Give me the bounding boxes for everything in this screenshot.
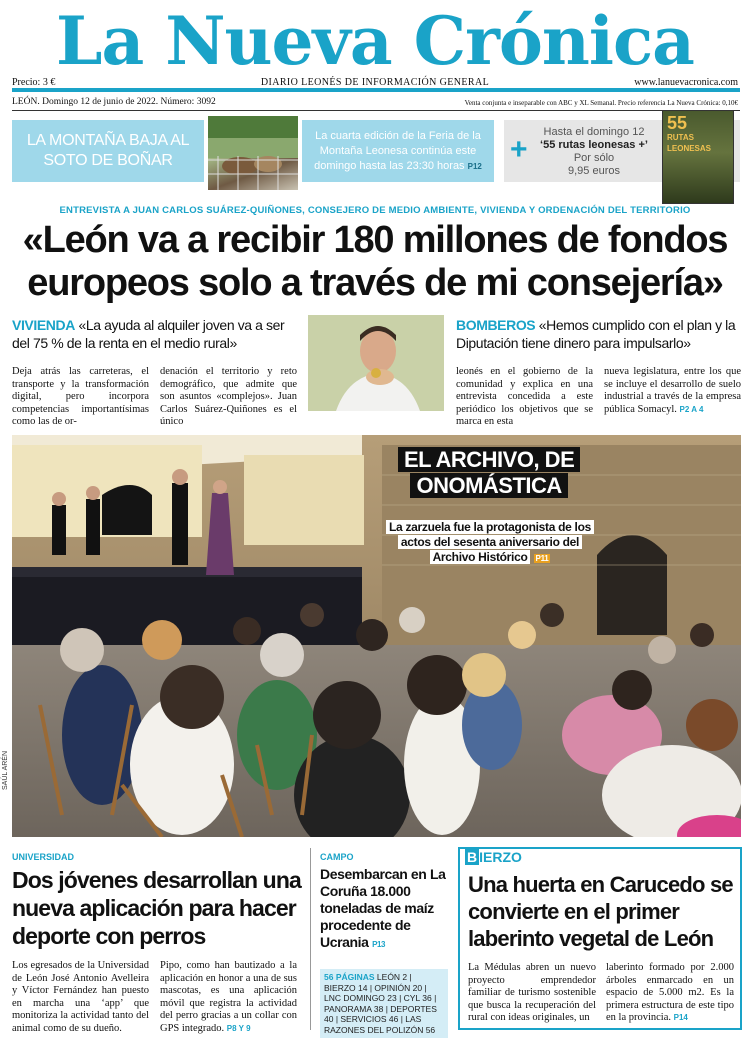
interview-text-col1: Deja atrás las carreteras, el transporte y la transformación digital, pero incorpora competencias importantísimas como las de or- — [12, 366, 149, 428]
subhead-label: BOMBEROS — [456, 317, 536, 333]
dateline: LEÓN. Domingo 12 de junio de 2022. Número: 3092 — [12, 97, 216, 107]
promo-book-text — [532, 126, 656, 178]
photo-title-line2: ONOMÁSTICA — [410, 473, 567, 498]
interview-text-col2: denación el territorio y reto demográfico, que admite que son asuntos «complejos». Juan Carlos Suárez-Quiñones es el único — [160, 366, 297, 428]
photo-caption-text: La zarzuela fue la protagonista de los actos del sesenta aniversario del Archivo Histórico — [386, 520, 594, 564]
bierzo-text-col1: La Médulas abren un nuevo proyecto emprendedor familiar de turismo sostenible que busca la recuperación del rural con ideas originales, un — [468, 962, 596, 1024]
photo-title-line1: EL ARCHIVO, DE — [398, 447, 580, 472]
promo-book-price: 9,95 euros — [568, 165, 620, 177]
interview-text: nueva legislatura, entre los que se incluye el desarrollo de suelo industrial a través de la empresa pública Somacyl. — [604, 366, 741, 415]
bierzo-text: laberinto formado por 2.000 árboles enmarcado en un espacio de 5.000 m2. Es la primera estructura de este tipo en la provincia. — [606, 962, 734, 1024]
masthead — [0, 0, 750, 92]
column-divider — [310, 848, 311, 1030]
headline-bierzo[interactable]: Una huerta en Carucedo se convierte en el primer laberinto vegetal de León — [468, 872, 733, 951]
newspaper-logo[interactable]: La Nueva Crónica — [56, 2, 694, 80]
index-items: LEÓN 2 | BIERZO 14 | OPINIÓN 20 | LNC DOMINGO 23 | CYL 36 | PANORAMA 38 | DEPORTES 40 | SERVICIOS 46 | LAS RAZONES DEL POLIZÓN 56 — [324, 972, 437, 1035]
section-initial: B — [467, 849, 478, 865]
subhead-quote: «Hemos cumplido con el plan y la Diputación tiene dinero para impulsarlo» — [456, 317, 736, 351]
headline-universidad[interactable]: Dos jóvenes desarrollan una nueva aplicación para hacer deporte con perros — [12, 867, 301, 949]
promo-photo-animals[interactable] — [208, 116, 298, 190]
book-title: RUTAS LEONESAS — [667, 133, 712, 153]
universidad-text: Pipo, como han bautizado a la aplicación en honor a una de sus mascotas, es una aplicación móvil que registra la actividad del perro gracias a un collar con GPS integrado. — [160, 960, 297, 1034]
page-ref: P11 — [535, 554, 549, 563]
subhead-label: VIVIENDA — [12, 317, 75, 333]
supplement-note: Venta conjunta e inseparable con ABC y XL Semanal. Precio referencia La Nueva Crónica: 0,10€ — [464, 99, 738, 107]
interview-kicker: ENTREVISTA A JUAN CARLOS SUÁREZ-QUIÑONES, CONSEJERO DE MEDIO AMBIENTE, VIVIENDA Y ORDENACIÓN DEL TERRITORIO — [59, 205, 691, 216]
interview-text-col3: leonés en el gobierno de la comunidad y explica en una entrevista concedida a este periódico los objetivos que se marca en esta — [456, 366, 593, 428]
section-rest: IERZO — [479, 849, 522, 865]
page-ref: P13 — [372, 940, 386, 949]
universidad-text-col1: Los egresados de la Universidad de León José Antonio Avelleira y Víctor Fernández han puesto en marcha una ‘app’ que monitoriza la actividad tanto del animal como de su dueño. — [12, 960, 149, 1034]
promo-feria[interactable] — [302, 120, 494, 182]
photo-caption — [384, 520, 596, 566]
interview-text-col4 — [604, 366, 741, 416]
promo-book-line1: Hasta el domingo 12 — [543, 126, 645, 138]
subhead-vivienda[interactable] — [12, 316, 296, 352]
page-ref: P2 A 4 — [679, 404, 704, 414]
promo-book-line2: Por sólo — [573, 152, 615, 164]
book-cover[interactable] — [662, 110, 734, 204]
universidad-text-col2 — [160, 960, 297, 1036]
promo-montana[interactable]: LA MONTAÑA BAJA AL SOTO DE BOÑAR — [12, 120, 204, 182]
headline-campo-text: Desembarcan en La Coruña 18.000 toneladas de maíz procedente de Ucrania — [320, 866, 446, 950]
tagline: DIARIO LEONÉS DE INFORMACIÓN GENERAL — [260, 77, 490, 88]
photo-credit: SAÚL ARÉN — [2, 750, 9, 790]
page-ref: P8 Y 9 — [226, 1023, 251, 1033]
page-ref: P12 — [467, 161, 482, 171]
bierzo-text-col2 — [606, 962, 734, 1025]
main-photo-concert[interactable] — [12, 435, 741, 837]
divider — [12, 110, 740, 111]
promo-feria-text: La cuarta edición de la Feria de la Montaña Leonesa continúa este domingo hasta las 23:30 horas — [314, 129, 481, 172]
concert-photo-art — [12, 435, 741, 837]
promo-photo-art — [208, 116, 298, 190]
portrait-photo[interactable] — [308, 315, 444, 411]
masthead-rule — [12, 88, 740, 92]
plus-icon: + — [510, 133, 528, 166]
index-title: 56 PÁGINAS — [324, 972, 375, 982]
page-index[interactable] — [320, 969, 448, 1038]
page-ref: P14 — [673, 1013, 688, 1023]
photo-title[interactable] — [398, 447, 580, 499]
book-number: 55 — [667, 113, 688, 133]
price: Precio: 3 € — [12, 77, 56, 88]
promo-book-title: ‘55 rutas leonesas +’ — [540, 139, 648, 151]
section-label-campo: CAMPO — [320, 852, 354, 862]
subhead-bomberos[interactable] — [456, 316, 742, 352]
section-label-universidad: UNIVERSIDAD — [12, 852, 75, 862]
website-link[interactable]: www.lanuevacronica.com — [634, 77, 738, 88]
subhead-quote: «La ayuda al alquiler joven va a ser del 75 % de la renta en el medio rural» — [12, 317, 285, 351]
headline-campo[interactable] — [320, 866, 448, 953]
section-label-bierzo — [465, 849, 522, 865]
main-headline[interactable]: «León va a recibir 180 millones de fondos europeos solo a través de mi consejería» — [22, 219, 728, 304]
portrait-art — [308, 315, 444, 411]
